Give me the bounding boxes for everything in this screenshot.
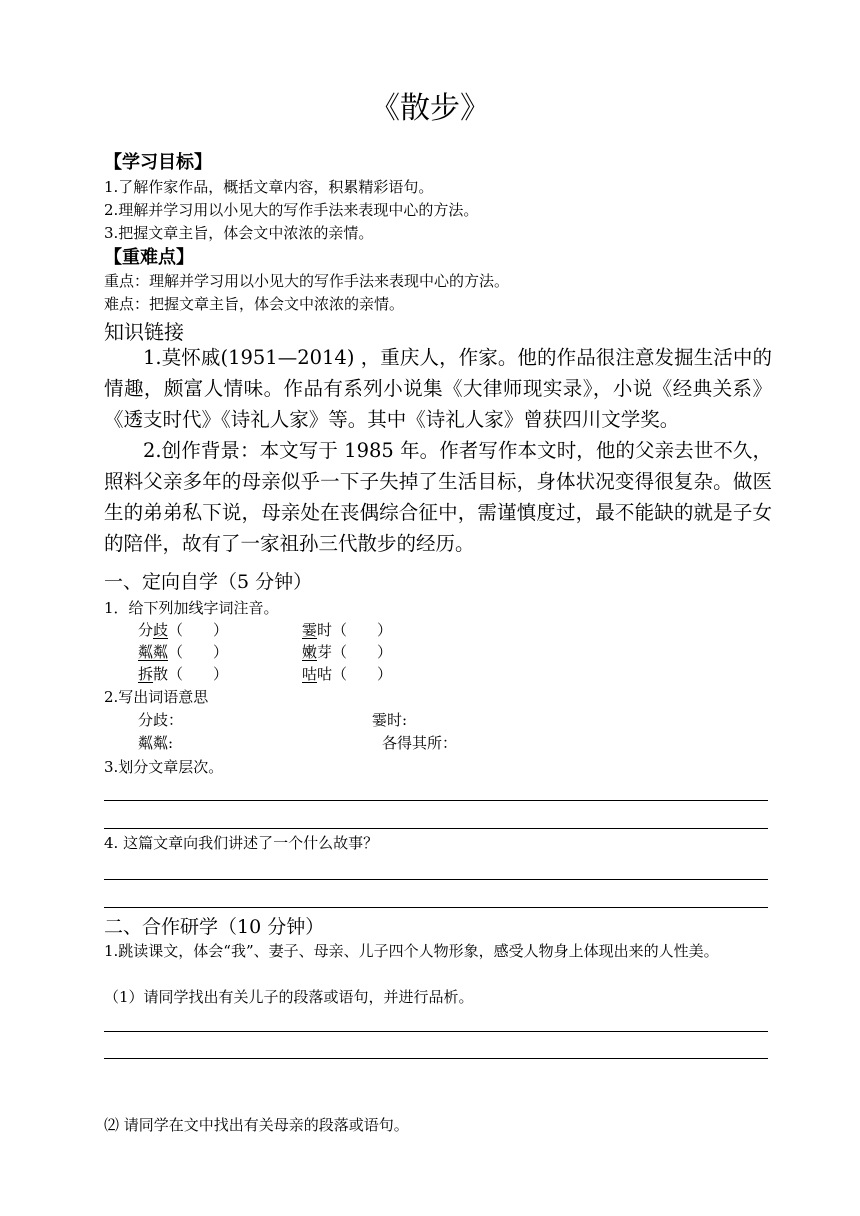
- section2-sub2: ⑵ 请同学在文中找出有关母亲的段落或语句。: [104, 1116, 409, 1134]
- key-point-item: 重点：理解并学习用以小见大的写作手法来表现中心的方法。: [104, 272, 510, 290]
- section2-heading: 二、合作研学（10 分钟）: [104, 916, 325, 938]
- section1-heading: 一、定向自学（5 分钟）: [104, 571, 313, 593]
- section1-q3: 3.划分文章层次。: [104, 758, 224, 776]
- page-title: 《散步》: [370, 91, 490, 126]
- section1-q2: 2.写出词语意思: [104, 688, 209, 706]
- background-paragraph: 2.创作背景：本文写于 1985 年。作者写作本文时，他的父亲去世不久，照料父亲多年的母亲似乎一下子失掉了生活目标，身体状况变得很复杂。做医生的弟弟私下说，母亲处在丧偶综合征中，需谨慎度过，最不能缺的就是子女的陪伴，故有了一家祖孙三代散步的经历。: [104, 439, 772, 555]
- answer-line[interactable]: [104, 907, 768, 908]
- difficult-point-item: 难点：把握文章主旨，体会文中浓浓的亲情。: [104, 295, 405, 313]
- knowledge-paragraphs: [104, 342, 772, 559]
- author-paragraph: 1.莫怀戚(1951—2014) ，重庆人，作家。他的作品很注意发掘生活中的情趣，颇富人情味。作品有系列小说集《大律师现实录》，小说《经典关系》《透支时代》《诗礼人家》等。其中《诗礼人家》曾获四川文学奖。: [104, 346, 772, 431]
- objectives-heading: 【学习目标】: [104, 152, 212, 173]
- pinyin-item: 霎时（ ）: [302, 621, 393, 639]
- meaning-item: 分歧：: [138, 711, 184, 729]
- objective-item: 3.把握文章主旨，体会文中浓浓的亲情。: [104, 224, 374, 242]
- answer-line[interactable]: [104, 879, 768, 880]
- section1-q1: 1．给下列加线字词注音。: [104, 599, 279, 617]
- objective-item: 1.了解作家作品，概括文章内容，积累精彩语句。: [104, 178, 434, 196]
- section1-q4: 4. 这篇文章向我们讲述了一个什么故事？: [104, 834, 379, 852]
- answer-line[interactable]: [104, 1031, 768, 1032]
- meaning-item: 粼粼:: [138, 734, 174, 752]
- pinyin-item: 咕咕（ ）: [302, 665, 393, 683]
- knowledge-heading: 知识链接: [104, 320, 184, 344]
- section2-sub1: （1）请同学找出有关儿子的段落或语句，并进行品析。: [104, 988, 474, 1006]
- objective-item: 2.理解并学习用以小见大的写作手法来表现中心的方法。: [104, 201, 479, 219]
- pinyin-item: 嫩芽（ ）: [302, 643, 393, 661]
- pinyin-item: 拆散（ ）: [138, 665, 229, 683]
- answer-line[interactable]: [104, 1058, 768, 1059]
- pinyin-item: 分歧（ ）: [138, 621, 229, 639]
- pinyin-item: 粼粼（ ）: [138, 643, 229, 661]
- key-points-heading: 【重难点】: [104, 247, 194, 268]
- answer-line[interactable]: [104, 828, 768, 829]
- answer-line[interactable]: [104, 800, 768, 801]
- meaning-item: 各得其所：: [382, 734, 458, 752]
- section2-q1: 1.跳读课文，体会“我”、妻子、母亲、儿子四个人物形象，感受人物身上体现出来的人性美。: [104, 942, 719, 960]
- meaning-item: 霎时:: [372, 711, 408, 729]
